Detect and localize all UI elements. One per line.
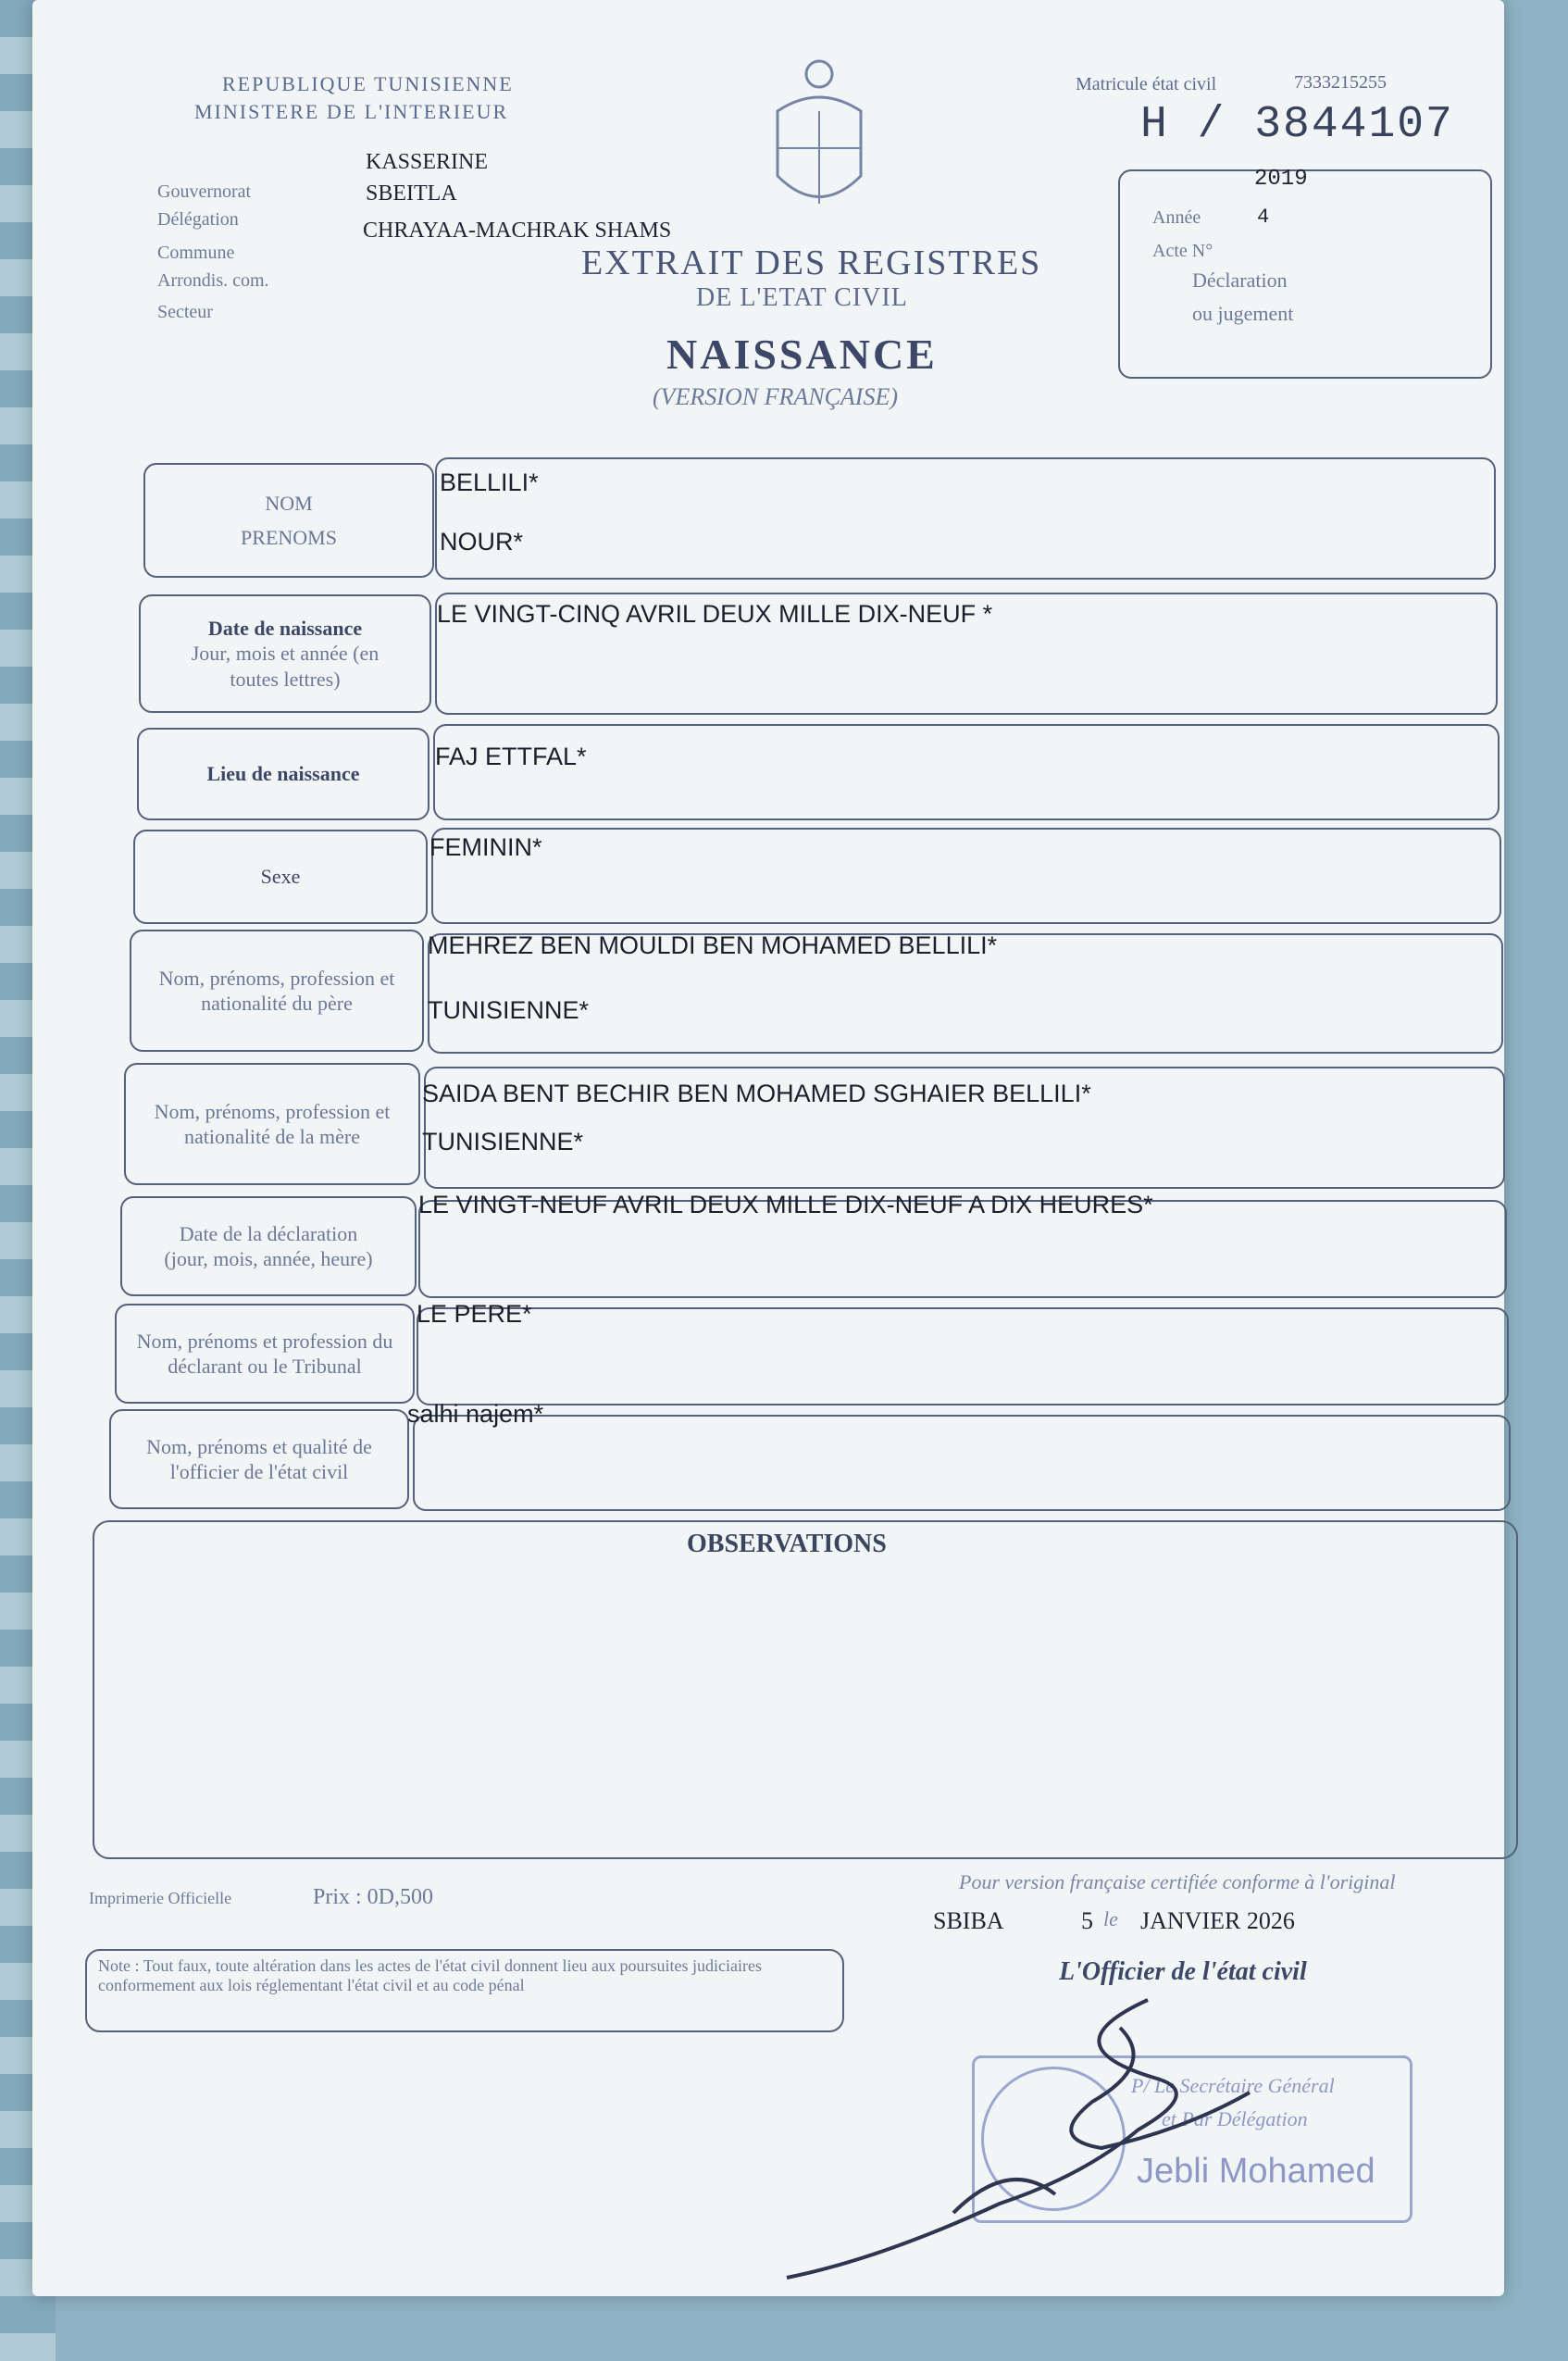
mere-nationalite-value: TUNISIENNE* bbox=[422, 1128, 584, 1156]
issue-place: SBIBA bbox=[933, 1907, 1004, 1934]
certification-text: Pour version française certifiée conforme à l'original bbox=[959, 1870, 1396, 1893]
serial-number: H / 3844107 bbox=[1140, 100, 1454, 150]
sexe-value-box bbox=[431, 828, 1501, 924]
declaration-option: Déclaration bbox=[1192, 269, 1288, 292]
stamp-line-2: et Par Délégation bbox=[1162, 2107, 1308, 2130]
mere-nom-value: SAIDA BENT BECHIR BEN MOHAMED SGHAIER BELLILI* bbox=[422, 1080, 1091, 1107]
pere-nationalite-value: TUNISIENNE* bbox=[428, 996, 590, 1024]
date-naissance-value: LE VINGT-CINQ AVRIL DEUX MILLE DIX-NEUF * bbox=[437, 600, 993, 628]
lieu-label: Lieu de naissance bbox=[206, 762, 360, 786]
commune-value: CHRAYAA-MACHRAK SHAMS bbox=[363, 219, 672, 243]
handwritten-signature-icon bbox=[768, 1991, 1379, 2287]
ministry-heading: MINISTERE DE L'INTERIEUR bbox=[194, 100, 509, 123]
nom-prenoms-label bbox=[143, 463, 434, 578]
acte-label: Acte N° bbox=[1152, 241, 1213, 261]
declarant-value: LE PERE* bbox=[417, 1300, 532, 1328]
legal-note: Note : Tout faux, toute altération dans les actes de l'état civil donnent lieu aux poursuites judiciaires conformement aux lois réglementant l'état civil et au code pénal bbox=[85, 1949, 844, 2032]
nom-value: BELLILI* bbox=[440, 468, 539, 496]
sexe-label-box bbox=[133, 830, 428, 924]
officer-title: L'Officier de l'état civil bbox=[1059, 1957, 1307, 1986]
prix-label: Prix : 0D,500 bbox=[313, 1885, 434, 1909]
issue-day: 5 bbox=[1081, 1907, 1093, 1934]
gouvernorat-label: Gouvernorat bbox=[157, 181, 252, 202]
lieu-value-box bbox=[433, 724, 1500, 820]
issue-date: JANVIER 2026 bbox=[1140, 1907, 1295, 1934]
declarant-value-box bbox=[417, 1307, 1509, 1405]
sexe-value: FEMININ* bbox=[429, 833, 542, 861]
stamp-line-1: P/ Le Secrétaire Général bbox=[1131, 2074, 1335, 2097]
gouvernorat-value: KASSERINE bbox=[366, 150, 489, 174]
version-label: (VERSION FRANÇAISE) bbox=[653, 383, 898, 410]
annee-value: 2019 bbox=[1254, 167, 1308, 192]
officier-value-box bbox=[413, 1415, 1511, 1511]
secteur-label: Secteur bbox=[157, 302, 213, 322]
mere-label-box bbox=[124, 1063, 420, 1185]
declarant-label-box bbox=[115, 1304, 415, 1404]
jugement-option: ou jugement bbox=[1192, 302, 1294, 325]
sexe-label: Sexe bbox=[260, 865, 301, 889]
document-type: NAISSANCE bbox=[666, 331, 938, 378]
title-etat-civil: DE L'ETAT CIVIL bbox=[696, 283, 908, 312]
lieu-value: FAJ ETTFAL* bbox=[435, 743, 587, 770]
prenom-value: NOUR* bbox=[440, 528, 524, 556]
officier-value: salhi najem* bbox=[407, 1400, 544, 1428]
tunisia-emblem-icon bbox=[759, 56, 879, 222]
commune-label: Commune bbox=[157, 243, 235, 263]
declaration-value: LE VINGT-NEUF AVRIL DEUX MILLE DIX-NEUF A DIX HEURES* bbox=[418, 1191, 1153, 1218]
delegation-label: Délégation bbox=[157, 209, 239, 230]
date-naissance-label-box bbox=[139, 594, 431, 713]
date-naissance-label: Date de naissance bbox=[207, 616, 363, 640]
matricule-label: Matricule état civil bbox=[1076, 74, 1217, 94]
observations-label: OBSERVATIONS bbox=[687, 1530, 887, 1558]
pere-label: Nom, prénoms, profession et nationalité du père bbox=[158, 966, 395, 1015]
pere-nom-value: MEHREZ BEN MOULDI BEN MOHAMED BELLILI* bbox=[428, 931, 998, 959]
prenoms-label: PRENOMS bbox=[241, 526, 337, 549]
arrondissement-label: Arrondis. com. bbox=[157, 270, 269, 291]
delegation-value: SBEITLA bbox=[366, 181, 457, 206]
acte-number: 4 bbox=[1257, 206, 1270, 229]
declaration-label: Date de la déclaration (jour, mois, année, heure) bbox=[164, 1221, 373, 1270]
lieu-label-box bbox=[137, 728, 429, 820]
matricule-value: 7333215255 bbox=[1294, 72, 1387, 93]
nom-value-box bbox=[435, 457, 1496, 580]
observations-box bbox=[93, 1520, 1518, 1859]
republic-heading: REPUBLIQUE TUNISIENNE bbox=[222, 72, 514, 95]
acte-info-box bbox=[1118, 169, 1492, 379]
officier-label: Nom, prénoms et qualité de l'officier de l'état civil bbox=[146, 1434, 372, 1483]
nom-label: NOM bbox=[265, 491, 313, 515]
officier-label-box bbox=[109, 1409, 409, 1509]
declarant-label: Nom, prénoms et profession du déclarant ou le Tribunal bbox=[136, 1329, 393, 1378]
declaration-label-box bbox=[120, 1196, 417, 1296]
imprimerie-label: Imprimerie Officielle bbox=[89, 1889, 232, 1907]
mere-label: Nom, prénoms, profession et nationalité de la mère bbox=[154, 1099, 391, 1148]
stamp-name: Jebli Mohamed bbox=[1137, 2152, 1375, 2191]
pere-label-box bbox=[130, 930, 424, 1052]
title-extrait: EXTRAIT DES REGISTRES bbox=[581, 244, 1042, 282]
issue-le-label: le bbox=[1103, 1907, 1118, 1930]
date-naissance-sublabel: Jour, mois et année (en toutes lettres) bbox=[191, 642, 380, 691]
annee-label: Année bbox=[1152, 207, 1201, 228]
